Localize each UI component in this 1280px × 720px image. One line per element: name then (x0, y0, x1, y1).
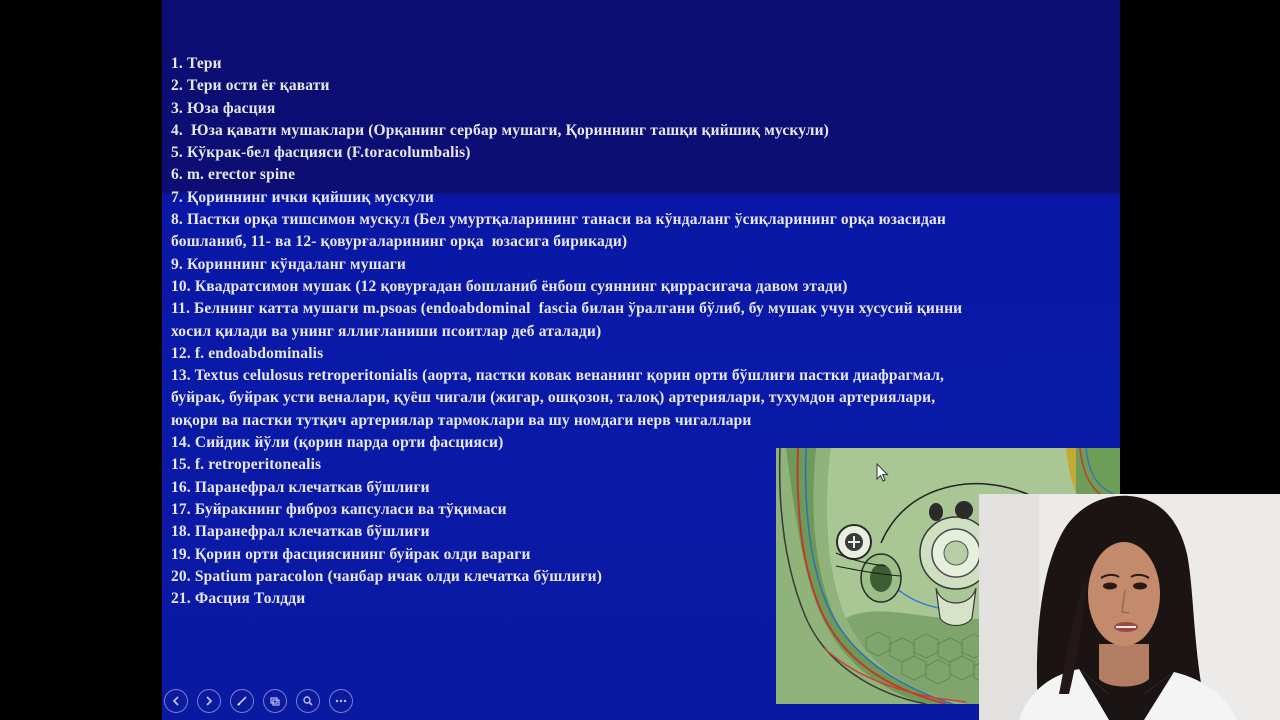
slide-list-line: 5. Кўкрак-бел фасцияси (F.toracolumbalis) (171, 144, 471, 162)
slide-list-line: бошланиб, 11- ва 12- қовурғаларининг орқа юзасига бирикади) (171, 233, 628, 251)
slide-list-line: 4. Юза қавати мушаклари (Орқанинг сербар мушаги, Қориннинг ташқи қийшиқ мускули) (171, 121, 829, 139)
slide-list-line: 21. Фасция Толдди (171, 590, 306, 608)
slide-list-line: 11. Белнинг катта мушаги m.psoas (endoabdominal fascia билан ўралгани бўлиб, бу мушак учун хусусий қинни (171, 300, 963, 318)
slide-list-line: 16. Паранефрал клечаткав бўшлиғи (171, 478, 430, 496)
more-options-button[interactable] (329, 689, 353, 713)
slide-list-line: юқори ва пастки тутқич артериялар тармоклари ва шу номдаги нерв чигаллари (171, 411, 752, 429)
pen-tool-button[interactable] (230, 689, 254, 713)
presenter-image (979, 494, 1280, 720)
slide-list-line: 3. Юза фасция (171, 99, 276, 117)
previous-slide-button[interactable] (164, 689, 188, 713)
slide-list-line: 9. Кориннинг кўндаланг мушаги (171, 255, 406, 273)
slide-list-line: 12. f. endoabdominalis (171, 344, 324, 362)
pen-icon (236, 695, 248, 707)
zoom-button[interactable] (296, 689, 320, 713)
slide-list-line: 19. Қорин орти фасциясининг буйрак олди вараги (171, 545, 531, 563)
slideshow-navigation-bar (164, 689, 353, 715)
next-slide-button[interactable] (197, 689, 221, 713)
slide-list-line: 2. Тери ости ёғ қавати (171, 77, 330, 95)
slide-list-line: 13. Textus celulosus retroperitonialis (аорта, пастки ковак венанинг қорин орти бўшлиғи пастки диафрагмал, (171, 367, 945, 385)
presenter-webcam-feed (979, 494, 1280, 720)
slide-list-line: 20. Spatium paracolon (чанбар ичак олди клечатка бўшлиғи) (171, 567, 603, 585)
slide-list-line: 15. f. retroperitonealis (171, 456, 322, 474)
slide-list-line: 6. m. erector spine (171, 166, 296, 184)
more-dots-icon (334, 695, 348, 707)
slide-list-line: 18. Паранефрал клечаткав бўшлиғи (171, 523, 430, 541)
slide-list-line: 10. Квадратсимон мушак (12 қовурғадан бошланиб ёнбош суяннинг қиррасигача давом этади) (171, 277, 848, 295)
slide-list-line: хосил қилади ва унинг яллиғланиши псоитлар деб аталади) (171, 322, 602, 340)
slide-list-line: 1. Тери (171, 55, 222, 72)
slide-list-line: 14. Сийдик йўли (қорин парда орти фасцияси) (171, 434, 504, 452)
magnifier-icon (302, 695, 314, 707)
slide-list-line: 7. Қориннинг ички қийшиқ мускули (171, 188, 434, 206)
slide-list-line: 8. Пастки орқа тишсимон мускул (Бел умуртқаларининг танаси ва кўндаланг ўсиқларининг орқа юзасидан (171, 211, 946, 229)
slide-list-line: буйрак, буйрак усти веналари, қуёш чигали (жигар, ошқозон, талоқ) артериялари, тухумдон артериялари, (171, 389, 936, 407)
arrow-right-icon (203, 695, 215, 707)
slide-list-line: 17. Буйракнинг фиброз капсуласи ва тўқимаси (171, 500, 507, 518)
slides-grid-icon (269, 695, 281, 707)
mouse-pointer-icon (876, 463, 890, 483)
arrow-left-icon (170, 695, 182, 707)
all-slides-button[interactable] (263, 689, 287, 713)
